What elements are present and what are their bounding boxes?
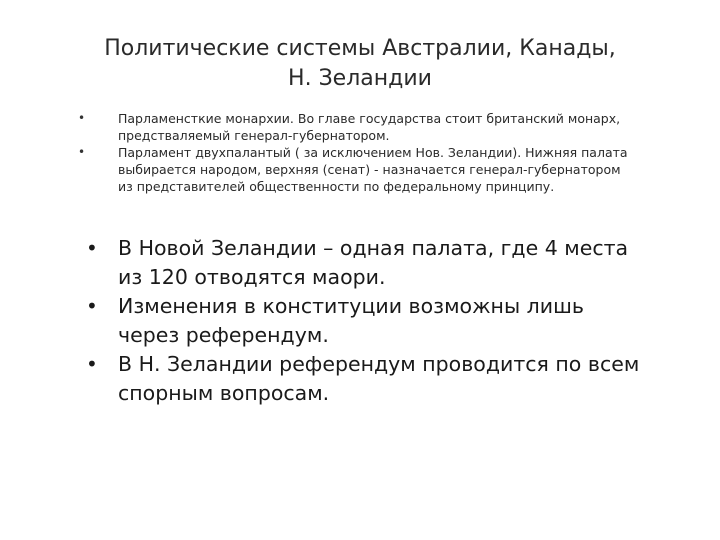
list-item <box>86 292 646 350</box>
list-item <box>86 234 646 292</box>
list-item-text: Изменения в конституции возможны лишь через референдум. <box>118 294 584 347</box>
bullet-icon: • <box>78 111 86 125</box>
slide-title <box>60 34 660 94</box>
slide-title-line-2: Н. Зеландии <box>288 66 432 91</box>
list-item-text: В Новой Зеландии – одная палата, где 4 места из 120 отводятся маори. <box>118 236 629 289</box>
list-item-text: Парламент двухпалантый ( за исключением Нов. Зеландии). Нижняя палата выбирается народом, верхняя (сенат) - назначается генерал-губернатором из представителей общественности по федеральному принципу. <box>118 145 628 194</box>
small-bullet-list <box>78 110 638 195</box>
bullet-icon: • <box>86 236 98 260</box>
list-item <box>86 350 646 408</box>
list-item-text: В Н. Зеландии референдум проводится по всем спорным вопросам. <box>118 352 640 405</box>
bullet-icon: • <box>86 352 98 376</box>
list-item-text: Парламенсткие монархии. Во главе государства стоит британский монарх, предстваляемый генерал-губернатором. <box>118 111 621 143</box>
bullet-icon: • <box>78 145 86 159</box>
bullet-icon: • <box>86 294 98 318</box>
slide-title-line-1: Политические системы Австралии, Канады, <box>104 36 616 61</box>
large-bullet-list <box>86 234 646 408</box>
list-item <box>78 110 638 144</box>
list-item <box>78 144 638 195</box>
